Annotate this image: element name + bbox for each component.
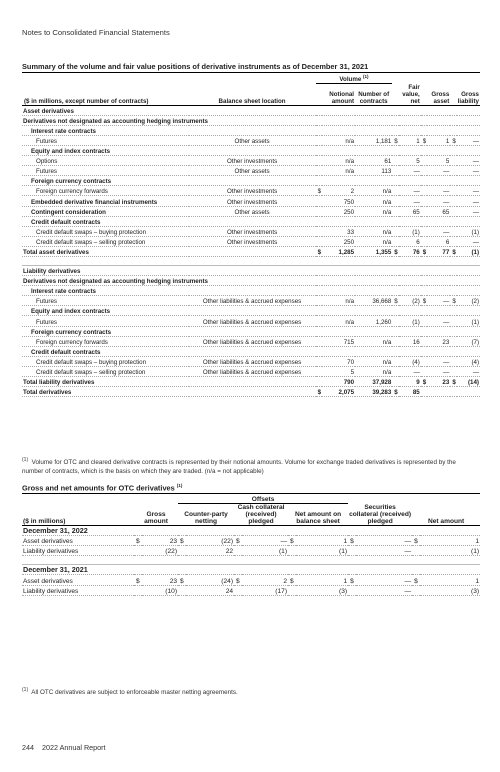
gross-liability-cell: —	[457, 236, 480, 246]
table-row	[22, 226, 480, 236]
row-label: Credit default swaps – buying protection	[22, 356, 189, 366]
dollar-sign	[234, 585, 242, 595]
contracts-cell: 37,928	[355, 377, 392, 387]
notional-cell: 70	[322, 356, 355, 366]
table-row	[22, 575, 480, 585]
contracts-cell: 1,355	[355, 246, 392, 256]
table1-title: Summary of the volume and fair value positions of derivative instruments as of December 31, 2021	[22, 62, 480, 73]
gross-asset-cell	[427, 387, 450, 397]
gross-liability-cell: (14)	[457, 377, 480, 387]
notional-cell: 790	[322, 377, 355, 387]
dollar-sign: $	[392, 246, 399, 256]
dollar-sign: $	[234, 536, 242, 546]
location-cell: Other investments	[189, 236, 316, 246]
gross-asset-cell: 77	[427, 246, 450, 256]
group-date: December 31, 2021	[22, 565, 480, 575]
row-label: Embedded derivative financial instruments	[22, 196, 189, 206]
t2-col-net: Net amount	[412, 504, 480, 526]
table-row	[22, 306, 480, 316]
net-cell: 1	[420, 575, 480, 585]
gross-asset-cell: 23	[427, 377, 450, 387]
table-row	[22, 336, 480, 346]
table-row	[22, 296, 480, 306]
dollar-sign	[288, 546, 296, 556]
dollar-sign: $	[392, 296, 399, 306]
location-cell: Other liabilities & accrued expenses	[189, 296, 316, 306]
net-cell: (3)	[420, 585, 480, 595]
row-label: Foreign currency forwards	[22, 336, 189, 346]
notional-cell: 2,075	[322, 387, 355, 397]
dollar-sign: $	[178, 575, 186, 585]
gross-asset-cell: 1	[427, 135, 450, 145]
location-cell: Other investments	[189, 226, 316, 236]
spacer	[22, 556, 480, 565]
dollar-sign	[412, 585, 420, 595]
col-gross-liability: Gross liability	[450, 84, 480, 106]
counter-cell: (22)	[186, 536, 234, 546]
fair-value-cell: 1	[399, 135, 421, 145]
contracts-cell: n/a	[355, 336, 392, 346]
row-label: Options	[22, 156, 189, 166]
gross-asset-cell: —	[427, 196, 450, 206]
gross-liability-cell	[457, 387, 480, 397]
table-row	[22, 377, 480, 387]
fair-value-cell: 76	[399, 246, 421, 256]
dollar-sign: $	[288, 536, 296, 546]
dollar-sign	[134, 585, 142, 595]
gross-liability-cell: —	[457, 166, 480, 176]
dollar-sign: $	[450, 246, 457, 256]
row-label: Credit default swaps – buying protection	[22, 226, 189, 236]
table-row	[22, 276, 480, 286]
dollar-sign: $	[348, 536, 356, 546]
row-label: Foreign currency forwards	[22, 186, 189, 196]
fair-value-cell: 5	[399, 156, 421, 166]
dollar-sign	[348, 585, 356, 595]
cash-cell: —	[242, 536, 288, 546]
t2-col-securities: Securities collateral (received) pledged	[349, 504, 412, 526]
location-cell: Other liabilities & accrued expenses	[189, 366, 316, 376]
table-row	[22, 176, 480, 186]
row-label: Asset derivatives	[22, 575, 134, 585]
gross-liability-cell: (1)	[457, 246, 480, 256]
row-label: Futures	[22, 166, 189, 176]
location-cell: Other investments	[189, 156, 316, 166]
spacer	[22, 256, 480, 265]
volume-header: Volume $^{(1)}$	[316, 73, 393, 84]
gross-cell: 23	[142, 575, 178, 585]
dollar-sign	[348, 546, 356, 556]
contracts-cell: n/a	[355, 236, 392, 246]
row-label: Futures	[22, 296, 189, 306]
page-footer: 244 2022 Annual Report	[22, 743, 106, 752]
fair-value-cell: —	[399, 186, 421, 196]
notional-cell: 250	[322, 236, 355, 246]
fair-value-cell: 6	[399, 236, 421, 246]
location-cell: Other liabilities & accrued expenses	[189, 356, 316, 366]
contracts-cell: 1,260	[355, 316, 392, 326]
t2-col-counter: Counter-party netting	[178, 504, 234, 526]
fair-value-cell: (4)	[399, 356, 421, 366]
gross-cell: 23	[142, 536, 178, 546]
table-row	[22, 536, 480, 546]
table-row	[22, 206, 480, 216]
netbs-cell: 1	[296, 575, 348, 585]
dollar-sign: $	[421, 246, 428, 256]
row-label: Credit default contracts	[22, 346, 480, 356]
notional-cell: 1,285	[322, 246, 355, 256]
dollar-sign	[134, 546, 142, 556]
row-label: Asset derivatives	[22, 105, 480, 115]
contracts-cell: 36,668	[355, 296, 392, 306]
dollar-sign	[178, 546, 186, 556]
table1-footnote: $^{(1)}$ Volume for OTC and cleared derivative contracts is represented by their notional amounts. Volume for exchange traded derivatives is represented by the number of contracts, which is the basis on which they are traded. (n/a = not applicable)	[22, 457, 456, 475]
cash-cell: 2	[242, 575, 288, 585]
dollar-sign: $	[412, 575, 420, 585]
table-row	[22, 105, 480, 115]
sec-cell: —	[356, 585, 412, 595]
row-label: Equity and index contracts	[22, 145, 480, 155]
t2-col-net-bs: Net amount on balance sheet	[288, 504, 348, 526]
gross-liability-cell: (1)	[457, 316, 480, 326]
row-label: Futures	[22, 316, 189, 326]
gross-cell: (22)	[142, 546, 178, 556]
contracts-cell: 39,283	[355, 387, 392, 397]
row-label: Foreign currency contracts	[22, 326, 480, 336]
notional-cell: 5	[322, 366, 355, 376]
derivatives-summary-table	[22, 73, 480, 397]
location-cell: Other assets	[189, 135, 316, 145]
row-label: Credit default contracts	[22, 216, 480, 226]
date-group-header	[22, 526, 480, 536]
netbs-cell: (1)	[296, 546, 348, 556]
row-label: Derivatives not designated as accounting hedging instruments	[22, 276, 480, 286]
dollar-sign: $	[450, 377, 457, 387]
dollar-sign: $	[178, 536, 186, 546]
col-contracts: Number of contracts	[355, 84, 392, 106]
sec-cell: —	[356, 536, 412, 546]
gross-liability-cell: (4)	[457, 356, 480, 366]
fair-value-cell: 16	[399, 336, 421, 346]
gross-liability-cell: —	[457, 206, 480, 216]
cash-cell: (1)	[242, 546, 288, 556]
row-label: Interest rate contracts	[22, 125, 480, 135]
gross-asset-cell: —	[427, 296, 450, 306]
location-cell: Other liabilities & accrued expenses	[189, 336, 316, 346]
table-row	[22, 256, 480, 265]
row-label: Contingent consideration	[22, 206, 189, 216]
table-row	[22, 125, 480, 135]
location-cell: Other assets	[189, 166, 316, 176]
spacer-row	[22, 556, 480, 565]
row-label: Liability derivatives	[22, 265, 480, 275]
contracts-cell: n/a	[355, 206, 392, 216]
sec-cell: —	[356, 575, 412, 585]
row-label: Equity and index contracts	[22, 306, 480, 316]
location-cell: Other investments	[189, 196, 316, 206]
row-label: Interest rate contracts	[22, 286, 480, 296]
gross-asset-cell: —	[427, 186, 450, 196]
fair-value-cell: —	[399, 196, 421, 206]
gross-liability-cell: —	[457, 196, 480, 206]
contracts-cell: n/a	[355, 366, 392, 376]
fair-value-cell: 85	[399, 387, 421, 397]
table-row	[22, 145, 480, 155]
page-header: Notes to Consolidated Financial Statements	[22, 28, 170, 37]
offsets-header: Offsets	[178, 494, 348, 504]
table-row	[22, 585, 480, 595]
otc-derivatives-table	[22, 494, 480, 596]
notional-cell: 715	[322, 336, 355, 346]
notional-cell: 250	[322, 206, 355, 216]
contracts-cell: 61	[355, 156, 392, 166]
row-label: Total liability derivatives	[22, 377, 189, 387]
row-label: Total asset derivatives	[22, 246, 189, 256]
col-fair-value: Fair value, net	[392, 84, 420, 106]
gross-cell: (10)	[142, 585, 178, 595]
date-group-header	[22, 565, 480, 575]
dollar-sign: $	[234, 575, 242, 585]
t2-col-cash: Cash collateral (received) pledged	[234, 504, 288, 526]
fair-value-cell: —	[399, 166, 421, 176]
location-cell: Other liabilities & accrued expenses	[189, 316, 316, 326]
row-label: Futures	[22, 135, 189, 145]
fair-value-cell: (1)	[399, 226, 421, 236]
gross-liability-cell: (7)	[457, 336, 480, 346]
location-cell: Other assets	[189, 206, 316, 216]
fair-value-cell: (2)	[399, 296, 421, 306]
t2-col-gross: Gross amount	[134, 504, 178, 526]
gross-liability-cell: (2)	[457, 296, 480, 306]
row-label: Foreign currency contracts	[22, 176, 480, 186]
gross-liability-cell: —	[457, 135, 480, 145]
dollar-sign: $	[288, 575, 296, 585]
row-label: Asset derivatives	[22, 536, 134, 546]
notional-cell: 750	[322, 196, 355, 206]
gross-asset-cell: 6	[427, 236, 450, 246]
fair-value-cell: 65	[399, 206, 421, 216]
table-row	[22, 166, 480, 176]
fair-value-cell: 9	[399, 377, 421, 387]
table-row	[22, 236, 480, 246]
net-cell: 1	[420, 536, 480, 546]
table-row	[22, 186, 480, 196]
contracts-cell: 113	[355, 166, 392, 176]
table-row	[22, 326, 480, 336]
dollar-sign: $	[412, 536, 420, 546]
gross-asset-cell: —	[427, 356, 450, 366]
gross-asset-cell: 23	[427, 336, 450, 346]
contracts-cell: 1,181	[355, 135, 392, 145]
dollar-sign	[288, 585, 296, 595]
fair-value-cell: (1)	[399, 316, 421, 326]
counter-cell: 24	[186, 585, 234, 595]
col-gross-asset: Gross asset	[421, 84, 451, 106]
notional-cell: n/a	[322, 156, 355, 166]
contracts-cell: n/a	[355, 226, 392, 236]
gross-asset-cell: 65	[427, 206, 450, 216]
table-row	[22, 115, 480, 125]
table-row	[22, 356, 480, 366]
table-row	[22, 346, 480, 356]
row-label: Credit default swaps – selling protection	[22, 366, 189, 376]
dollar-sign: $	[134, 536, 142, 546]
row-label: Liability derivatives	[22, 546, 134, 556]
t2-col-label: ($ in millions)	[22, 504, 134, 526]
gross-liability-cell: —	[457, 366, 480, 376]
dollar-sign: $	[316, 186, 323, 196]
row-label: Liability derivatives	[22, 585, 134, 595]
gross-liability-cell: —	[457, 156, 480, 166]
netbs-cell: 1	[296, 536, 348, 546]
dollar-sign: $	[421, 377, 428, 387]
gross-asset-cell: —	[427, 366, 450, 376]
counter-cell: (24)	[186, 575, 234, 585]
table-row	[22, 286, 480, 296]
dollar-sign: $	[450, 296, 457, 306]
row-label: Credit default swaps – selling protection	[22, 236, 189, 246]
dollar-sign	[412, 546, 420, 556]
gross-asset-cell: —	[427, 226, 450, 236]
dollar-sign	[234, 546, 242, 556]
counter-cell: 22	[186, 546, 234, 556]
dollar-sign: $	[450, 135, 457, 145]
table-row	[22, 366, 480, 376]
contracts-cell: n/a	[355, 186, 392, 196]
col-label: ($ in millions, except number of contracts)	[22, 84, 189, 106]
table-row	[22, 196, 480, 206]
gross-asset-cell: 5	[427, 156, 450, 166]
notional-cell: n/a	[322, 135, 355, 145]
table-row	[22, 246, 480, 256]
notional-cell: 2	[322, 186, 355, 196]
gross-liability-cell: —	[457, 186, 480, 196]
table-row	[22, 316, 480, 326]
dollar-sign: $	[316, 246, 323, 256]
table2-title: Gross and net amounts for OTC derivatives $^{(1)}$	[22, 483, 480, 494]
cash-cell: (17)	[242, 585, 288, 595]
netbs-cell: (3)	[296, 585, 348, 595]
location-cell	[189, 377, 316, 387]
dollar-sign: $	[392, 387, 399, 397]
dollar-sign: $	[392, 135, 399, 145]
dollar-sign: $	[421, 296, 428, 306]
gross-asset-cell: —	[427, 166, 450, 176]
dollar-sign: $	[348, 575, 356, 585]
net-cell: (1)	[420, 546, 480, 556]
contracts-cell: n/a	[355, 196, 392, 206]
location-cell	[189, 246, 316, 256]
location-cell: Other investments	[189, 186, 316, 196]
location-cell	[189, 387, 316, 397]
notional-cell: n/a	[322, 166, 355, 176]
fair-value-cell: —	[399, 366, 421, 376]
notional-cell: 33	[322, 226, 355, 236]
table-row	[22, 216, 480, 226]
dollar-sign: $	[316, 387, 323, 397]
gross-liability-cell: (1)	[457, 226, 480, 236]
notional-cell: n/a	[322, 296, 355, 306]
row-label: Total derivatives	[22, 387, 189, 397]
col-location: Balance sheet location	[189, 84, 316, 106]
table-row	[22, 387, 480, 397]
table2-footnote: $^{(1)}$ All OTC derivatives are subject to enforceable master netting agreements.	[22, 687, 238, 697]
group-date: December 31, 2022	[22, 526, 480, 536]
dollar-sign	[178, 585, 186, 595]
notional-cell: n/a	[322, 316, 355, 326]
table-row	[22, 156, 480, 166]
row-label: Derivatives not designated as accounting hedging instruments	[22, 115, 480, 125]
dollar-sign: $	[134, 575, 142, 585]
gross-asset-cell: —	[427, 316, 450, 326]
sec-cell: —	[356, 546, 412, 556]
col-notional: Notional amount	[316, 84, 355, 106]
table-row	[22, 135, 480, 145]
dollar-sign: $	[421, 135, 428, 145]
table-row	[22, 546, 480, 556]
contracts-cell: n/a	[355, 356, 392, 366]
table-row	[22, 265, 480, 275]
